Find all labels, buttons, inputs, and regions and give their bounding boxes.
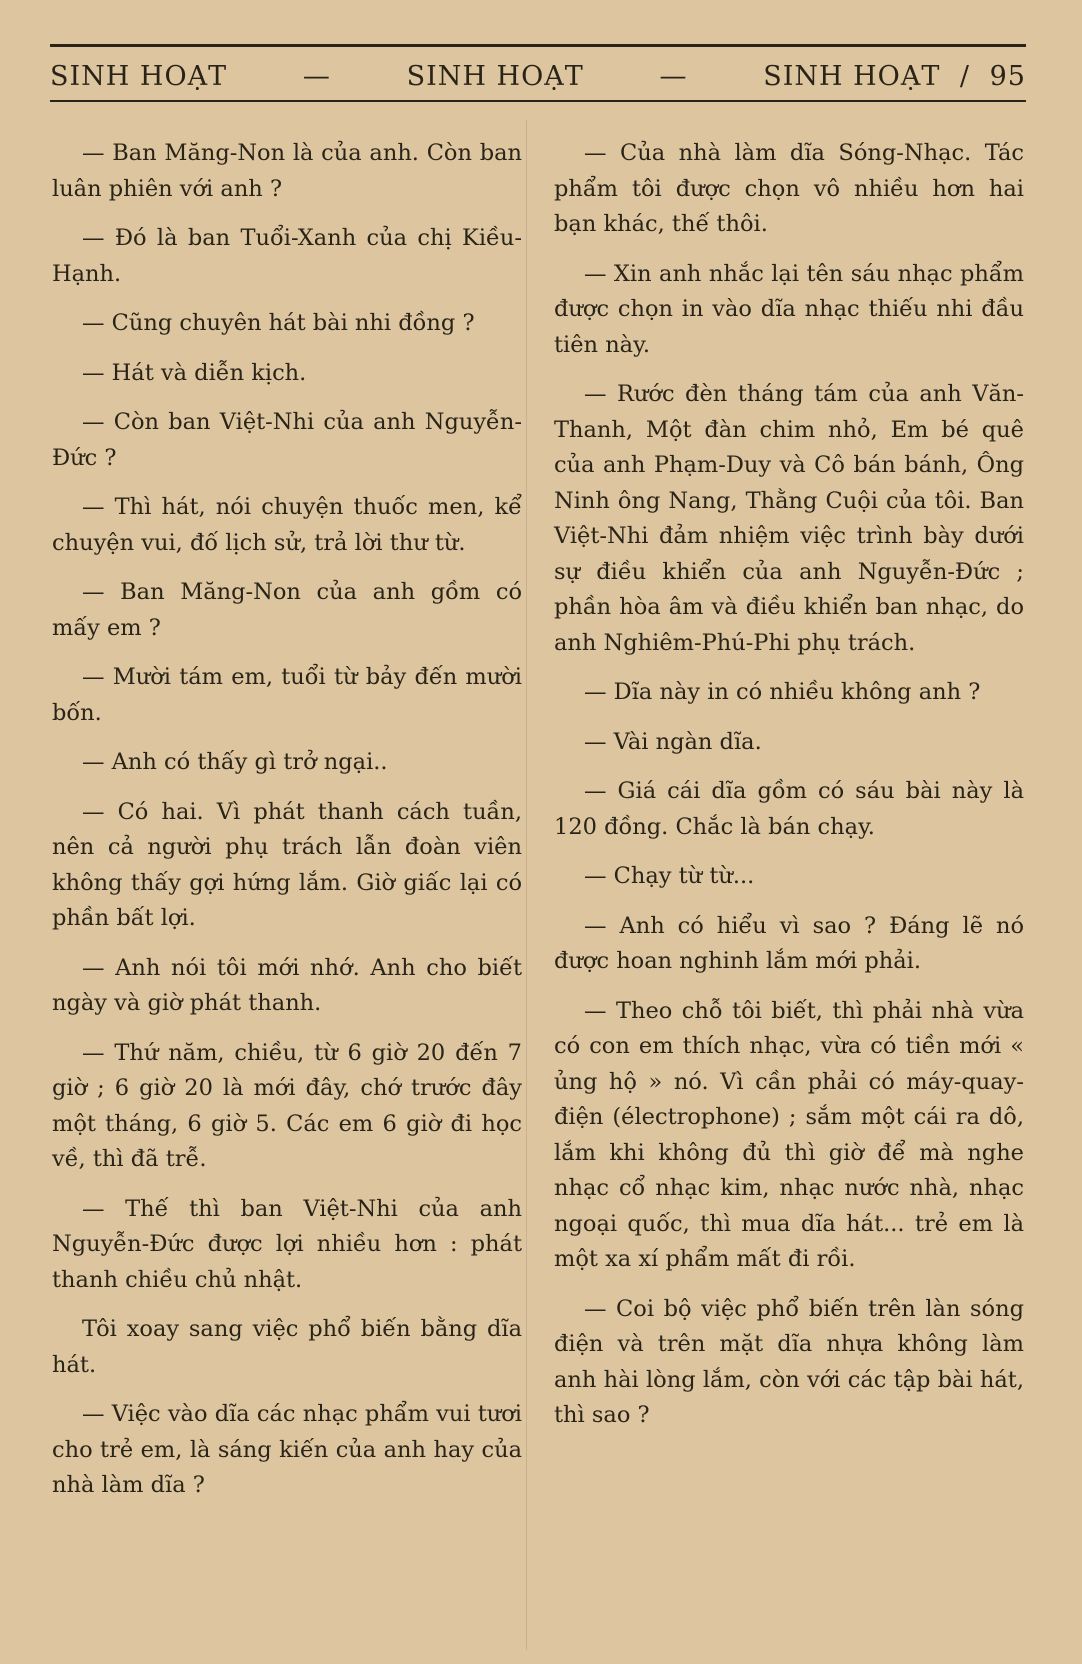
header-right: SINH HOẠT xyxy=(763,60,941,92)
paragraph: — Coi bộ việc phổ biến trên làn sóng điện và trên mặt dĩa nhựa không làm anh hài lòng lắm, còn với các tập bài hát, thì sao ? xyxy=(554,1295,1024,1428)
paragraph: — Việc vào dĩa các nhạc phẩm vui tươi cho trẻ em, là sáng kiến của anh hay của nhà làm dĩa ? xyxy=(52,1401,522,1498)
paragraph: — Thứ năm, chiều, từ 6 giờ 20 đến 7 giờ ; 6 giờ 20 là mới đây, chớ trước đây một tháng, 6 giờ 5. Các em 6 giờ đi học về, thì đã trễ. xyxy=(52,1039,522,1172)
header-right-group xyxy=(763,61,1026,92)
header-top-rule xyxy=(50,44,1026,47)
paragraph: — Dĩa này in có nhiều không anh ? xyxy=(584,679,981,705)
header-dash-2: — xyxy=(659,60,688,92)
paragraph: — Ban Măng-Non của anh gồm có mấy em ? xyxy=(52,579,522,641)
header-dash-1: — xyxy=(302,60,331,92)
paragraph: — Rước đèn tháng tám của anh Văn-Thanh, Một đàn chim nhỏ, Em bé quê của anh Phạm-Duy và Cô bán bánh, Ông Ninh ông Nang, Thằng Cuội của tôi. Ban Việt-Nhi đảm nhiệm việc trình bày dưới sự điều khiển của anh Nguyễn-Đức ; phần hòa âm và điều khiển ban nhạc, do anh Nghiêm-Phú-Phi phụ trách. xyxy=(554,381,1024,656)
paragraph: — Mười tám em, tuổi từ bảy đến mười bốn. xyxy=(52,664,522,726)
header-bottom-rule xyxy=(50,100,1026,102)
paragraph: — Ban Măng-Non là của anh. Còn ban luân phiên với anh ? xyxy=(52,140,522,202)
paragraph: — Còn ban Việt-Nhi của anh Nguyễn-Đức ? xyxy=(52,409,522,471)
paragraph: — Của nhà làm dĩa Sóng-Nhạc. Tác phẩm tôi được chọn vô nhiều hơn hai bạn khác, thế thôi. xyxy=(554,140,1024,237)
paragraph: — Thế thì ban Việt-Nhi của anh Nguyễn-Đức được lợi nhiều hơn : phát thanh chiều chủ nhật. xyxy=(52,1195,522,1293)
left-column xyxy=(52,136,522,1518)
paragraph: — Thì hát, nói chuyện thuốc men, kể chuyện vui, đố lịch sử, trả lời thư từ. xyxy=(52,494,522,556)
paragraph: — Anh có hiểu vì sao ? Đáng lẽ nó được hoan nghinh lắm mới phải. xyxy=(554,912,1024,974)
paragraph: — Vài ngàn dĩa. xyxy=(584,728,762,755)
paragraph: — Anh có thấy gì trở ngại.. xyxy=(82,749,388,775)
paragraph: — Chạy từ từ... xyxy=(584,863,755,889)
paragraph: — Theo chỗ tôi biết, thì phải nhà vừa có con em thích nhạc, vừa có tiền mới « ủng hộ » nó. Vì cần phải có máy-quay-điện (électrophone) ; sắm một cái ra dô, lắm khi không đủ thì giờ để mà nghe nhạc cổ nhạc kim, nhạc nước nhà, nhạc ngoại quốc, thì mua dĩa hát... trẻ em là một xa xí phẩm mất đi rồi. xyxy=(554,997,1024,1272)
column-gutter xyxy=(526,120,527,1650)
right-column xyxy=(554,136,1024,1448)
paragraph: — Đó là ban Tuổi-Xanh của chị Kiều-Hạnh. xyxy=(52,225,522,287)
running-header xyxy=(50,54,1026,98)
header-slash: / xyxy=(959,60,971,92)
paragraph: Tôi xoay sang việc phổ biến bằng dĩa hát. xyxy=(52,1316,522,1378)
paragraph: — Giá cái dĩa gồm có sáu bài này là 120 đồng. Chắc là bán chạy. xyxy=(554,778,1024,840)
paragraph: — Anh nói tôi mới nhớ. Anh cho biết ngày và giờ phát thanh. xyxy=(52,954,522,1016)
page-number: 95 xyxy=(989,60,1026,92)
header-left: SINH HOẠT xyxy=(50,60,228,92)
paragraph: — Có hai. Vì phát thanh cách tuần, nên cả người phụ trách lẫn đoàn viên không thấy gợi hứng lắm. Giờ giấc lại có phần bất lợi. xyxy=(52,798,522,931)
paragraph: — Hát và diễn kịch. xyxy=(82,359,307,386)
header-center: SINH HOẠT xyxy=(406,60,584,92)
paragraph: — Cũng chuyên hát bài nhi đồng ? xyxy=(82,310,475,336)
paragraph: — Xin anh nhắc lại tên sáu nhạc phẩm được chọn in vào dĩa nhạc thiếu nhi đầu tiên này. xyxy=(554,260,1024,358)
